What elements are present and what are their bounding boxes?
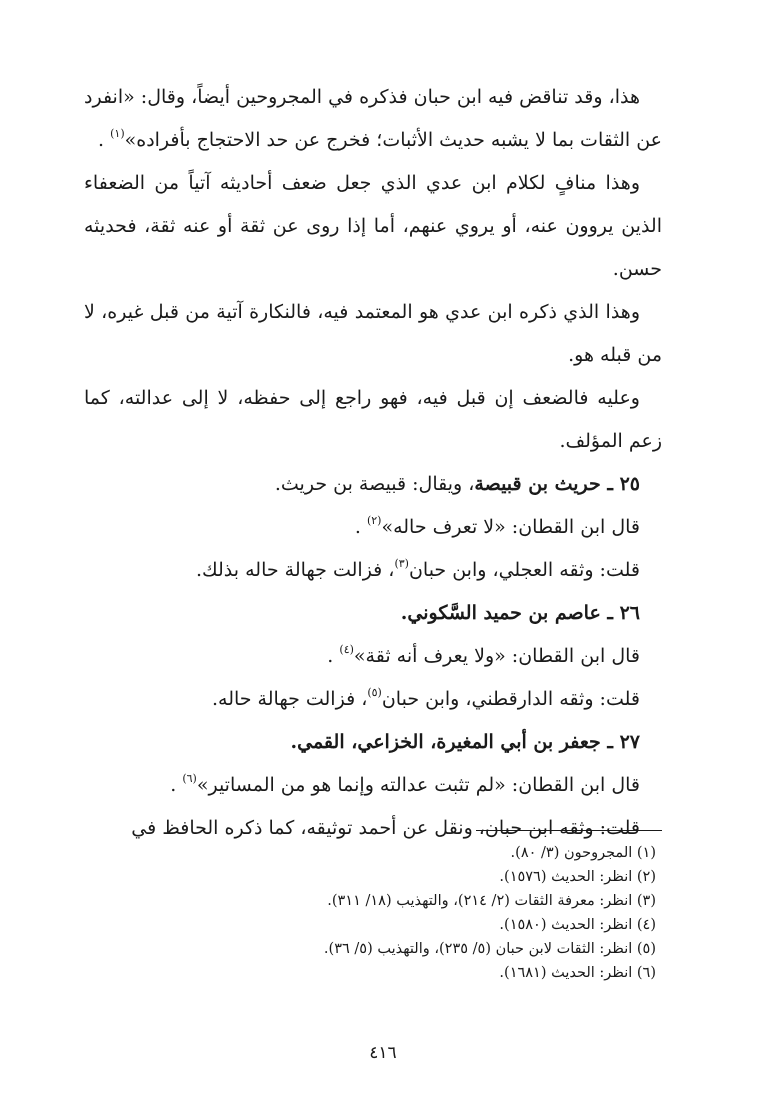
paragraph: قال ابن القطان: «لم تثبت عدالته وإنما هو من المساتير»$^{(٦)}$ . (170, 772, 640, 796)
paragraph: وعليه فالضعف إن قبل فيه، فهو راجع إلى حفظه، لا إلى عدالته، كما زعم المؤلف. (84, 387, 662, 452)
footnote-separator (476, 830, 662, 831)
footnote-ref: (١) (110, 127, 125, 140)
paragraph: وهذا الذي ذكره ابن عدي هو المعتمد فيه، فالنكارة آتية من قبل غيره، لا من قبله هو. (84, 301, 662, 366)
entry-26-title: ٢٦ ـ عاصم بن حميد السَّكوني. (400, 602, 640, 624)
footnote: (١) المجروحون (٣/ ٨٠). (510, 845, 656, 861)
paragraph: قلت: وثقه ابن حبان، ونقل عن أحمد توثيقه، كما ذكره الحافظ في (131, 817, 640, 839)
entry-25: ٢٥ ـ حريث بن قبيصة، ويقال: قبيصة بن حريث. (274, 473, 640, 495)
footnote-ref: (٥) (367, 686, 382, 699)
footnote-ref: (٦) (182, 772, 197, 785)
footnote: (٤) انظر: الحديث (١٥٨٠). (499, 917, 656, 933)
footnote: (٣) انظر: معرفة الثقات (٢/ ٢١٤)، والتهذيب (١٨/ ٣١١). (327, 893, 656, 909)
footnote-ref: (٣) (394, 557, 409, 570)
body-text (84, 76, 662, 850)
footnote: (٢) انظر: الحديث (١٥٧٦). (499, 869, 656, 885)
paragraph: هذا، وقد تناقض فيه ابن حبان فذكره في المجروحين أيضاً، وقال: «انفرد عن الثقات بما لا يشبه حديث الأثبات؛ فخرج عن حد الاحتجاج بأفراده»$^{(١)}$ . (84, 86, 662, 151)
footnote-ref: (٢) (366, 514, 382, 527)
footnote: (٦) انظر: الحديث (١٦٨١). (499, 965, 656, 981)
paragraph: قال ابن القطان: «ولا يعرف أنه ثقة»$^{(٤)}$ . (327, 643, 640, 667)
paragraph: وهذا منافٍ لكلام ابن عدي الذي جعل ضعف أحاديثه آتياً من الضعفاء الذين يروون عنه، أو يروي عنهم، أما إذا روى عن ثقة أو عنه ثقة، فحديثه حسن. (84, 172, 662, 280)
footnote-ref: (٤) (339, 643, 354, 656)
entry-title: ٢٥ ـ حريث بن قبيصة (474, 473, 640, 495)
paragraph: قال ابن القطان: «لا تعرف حاله»$^{(٢)}$ . (354, 514, 640, 538)
page-number: ٤١٦ (369, 1043, 397, 1063)
footnote: (٥) انظر: الثقات لابن حبان (٥/ ٢٣٥)، والتهذيب (٥/ ٣٦). (323, 941, 656, 957)
footnotes (84, 841, 662, 985)
paragraph: قلت: وثقه العجلي، وابن حبان$^{(٣)}$، فزالت جهالة حاله بذلك. (195, 557, 640, 581)
entry-27-title: ٢٧ ـ جعفر بن أبي المغيرة، الخزاعي، القمي. (290, 731, 640, 753)
paragraph: قلت: وثقه الدارقطني، وابن حبان$^{(٥)}$، فزالت جهالة حاله. (211, 686, 640, 710)
